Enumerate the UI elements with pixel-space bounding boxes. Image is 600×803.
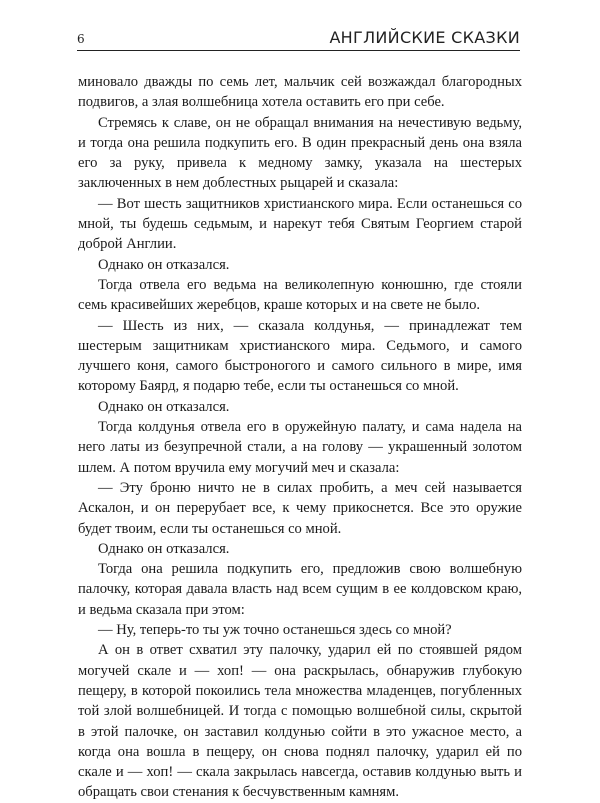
paragraph: миновало дважды по семь лет, мальчик сей возжаждал благородных подвигов, а злая волшебница хотела оставить его при себе. <box>78 74 522 111</box>
dialogue-paragraph: — Вот шесть защитников христианского мира. Если останешься со мной, ты будешь седьмым, и нарекут тебя Святым Георгием старой доброй Англии. <box>78 195 522 253</box>
paragraph: Тогда колдунья отвела его в оружейную палату, и сама надела на него латы из безупречной стали, а на голову — украшенный золотом шлем. А потом вручила ему могучий меч и сказала: <box>78 419 522 476</box>
page-header <box>77 26 520 51</box>
paragraph: Однако он отказался. <box>98 540 230 557</box>
dialogue-paragraph: — Ну, теперь-то ты уж точно останешься здесь со мной? <box>98 622 452 639</box>
paragraph: Однако он отказался. <box>98 398 230 415</box>
dialogue-paragraph: — Эту броню ничто не в силах пробить, а меч сей называется Аскалон, и он перерубает все, к чему прикоснется. Все это оружие будет твоим, если ты останешься со мной. <box>78 479 522 537</box>
page-number: 6 <box>77 32 85 46</box>
paragraph: Тогда она решила подкупить его, предложив свою волшебную палочку, которая давала власть над всем сущим в ее колдовском краю, и ведьма сказала при этом: <box>78 561 522 618</box>
paragraph: Тогда отвела его ведьма на великолепную конюшню, где стояли семь красивейших жеребцов, краше которых и на свете не было. <box>78 276 522 314</box>
paragraph: А он в ответ схватил эту палочку, ударил ей по стоявшей рядом могучей скале и — хоп! — она раскрылась, обнаружив глубокую пещеру, в которой покоились тела множества младенцев, погубленных той злой волшебницей. И тогда с помощью волшебной силы, скрытой в этой палочке, он заставил колдунью сойти в это ужасное место, а когда она вошла в пещеру, он снова поднял палочку, ударил ей по скале и — хоп! — скала закрылась навсегда, оставив колдунью выть и обращать свои стенания к бесчувственным камням. <box>78 642 522 801</box>
paragraph: Однако он отказался. <box>98 256 230 273</box>
running-title: АНГЛИЙСКИЕ СКАЗКИ <box>329 28 520 47</box>
paragraph: Стремясь к славе, он не обращал внимания на нечестивую ведьму, и тогда она решила подкупить его. В один прекрасный день она взяла его за руку, привела к медному замку, указала на шестерых заключенных в нем доблестных рыцарей и сказала: <box>78 114 522 192</box>
body-text <box>78 72 522 803</box>
dialogue-paragraph: — Шесть из них, — сказала колдунья, — принадлежат тем шестерым защитникам христианского мира. Седьмого, и самого лучшего коня, самого быстроногого и самого сильного в мире, имя которому Баярд, я подарю тебе, если ты останешься со мной. <box>78 317 522 395</box>
